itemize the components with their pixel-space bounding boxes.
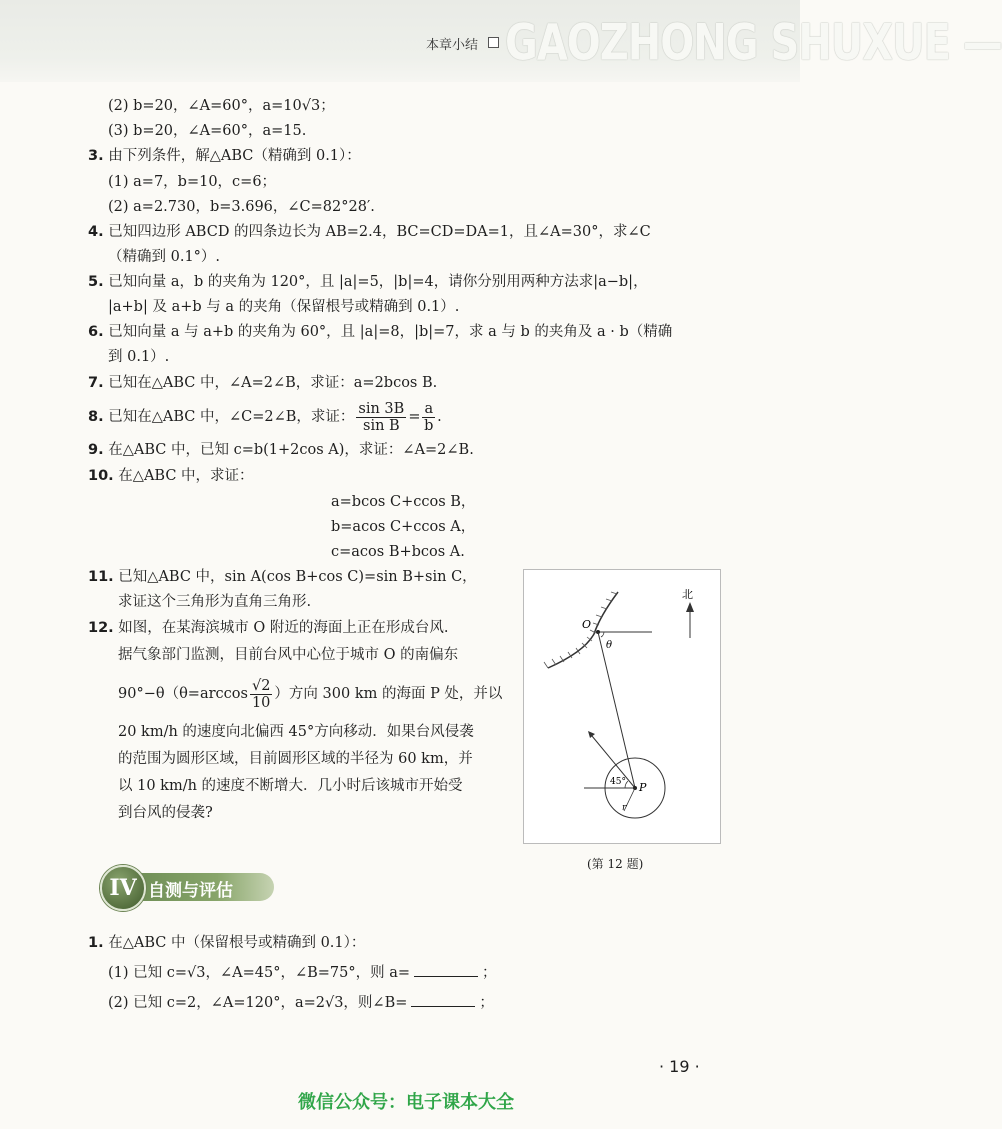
exercise-10 xyxy=(88,466,254,486)
exercise-text: 已知四边形 ABCD 的四条边长为 AB=2.4，BC=CD=DA=1，且∠A=30°，求∠C xyxy=(108,224,651,240)
exercise-3 xyxy=(88,146,361,166)
equation-2: b=acos C+ccos A， xyxy=(331,519,476,535)
radius-r-label: r xyxy=(622,803,627,813)
point-p-label: P xyxy=(639,781,647,794)
exercise-6 xyxy=(88,322,672,342)
coast-hatching xyxy=(544,592,617,668)
typhoon-diagram xyxy=(524,570,720,843)
exercise-number: 5. xyxy=(88,274,104,290)
exercise-text: 已知在△ABC 中，∠A=2∠B，求证：a=2bcos B. xyxy=(108,375,438,391)
exercise-8 xyxy=(88,400,442,434)
exercise-12-line3 xyxy=(118,676,502,712)
exercise-12-line5: 的范围为圆形区域，目前圆形区域的半径为 60 km，并 xyxy=(118,751,473,767)
exercise-4-cont: （精确到 0.1°）. xyxy=(108,249,221,265)
angle-45-label: 45° xyxy=(610,777,626,787)
exercise-text: 在△ABC 中，求证： xyxy=(118,468,254,484)
equation-3: c=acos B+bcos A. xyxy=(331,544,465,560)
exercise-number: 11. xyxy=(88,569,114,585)
exercise-12-line4: 20 km/h 的速度向北偏西 45°方向移动．如果台风侵袭 xyxy=(118,724,474,740)
exercise-text: 已知向量 a，b 的夹角为 120°，且 |a|=5，|b|=4，请你分别用两种方法求|a−b|， xyxy=(108,274,648,290)
roman-numeral-badge xyxy=(100,865,146,911)
exercise-text: 在△ABC 中，已知 c=b(1+2cos A)，求证：∠A=2∠B. xyxy=(108,442,474,458)
exercise-3-1: (1) a=7，b=10，c=6； xyxy=(108,174,277,190)
movement-arrow-icon xyxy=(588,731,595,738)
point-o-label: O xyxy=(582,618,592,631)
exercise-6-cont: 到 0.1）. xyxy=(108,349,170,365)
exercise-12 xyxy=(88,618,449,638)
header-square-icon xyxy=(488,37,499,48)
exercise-11 xyxy=(88,567,477,587)
quiz-1-2 xyxy=(108,992,494,1013)
exercise-11-cont: 求证这个三角形为直角三角形. xyxy=(118,594,312,610)
exercise-2-3: (3) b=20，∠A=60°，a=15. xyxy=(108,123,307,139)
fraction-numerator: √2 xyxy=(251,677,271,694)
typhoon-figure xyxy=(523,569,721,844)
quiz-1 xyxy=(88,933,365,953)
exercise-number: 3. xyxy=(88,148,104,164)
exercise-number: 4. xyxy=(88,224,104,240)
equation-1: a=bcos C+ccos B， xyxy=(331,494,476,510)
exercise-number: 7. xyxy=(88,375,104,391)
exercise-5-cont: |a+b| 及 a+b 与 a 的夹角（保留根号或精确到 0.1）. xyxy=(108,299,460,315)
exercise-12-line6: 以 10 km/h 的速度不断增大．几小时后该城市开始受 xyxy=(118,778,463,794)
roman-numeral: IV xyxy=(109,875,137,901)
quiz-number: 1. xyxy=(88,935,104,951)
semicolon: ； xyxy=(482,965,497,981)
page-header xyxy=(0,0,1002,82)
theta-arc xyxy=(601,632,604,637)
header-watermark: GAOZHONG SHUXUE — xyxy=(505,14,1002,72)
exercise-12-line2: 据气象部门监测，目前台风中心位于城市 O 的南偏东 xyxy=(118,647,459,663)
exercise-4 xyxy=(88,222,651,242)
answer-blank[interactable] xyxy=(411,992,475,1007)
north-label: 北 xyxy=(682,588,693,601)
quiz-text: (1) 已知 c=√3，∠A=45°，∠B=75°，则 a= xyxy=(108,965,411,981)
quiz-text: (2) 已知 c=2，∠A=120°，a=2√3，则∠B= xyxy=(108,995,408,1011)
theta-label: θ xyxy=(606,640,613,651)
period: . xyxy=(437,409,442,425)
footer-watermark: 微信公众号：电子课本大全 xyxy=(298,1092,514,1113)
exercise-9 xyxy=(88,440,474,460)
exercise-3-2: (2) a=2.730，b=3.696，∠C=82°28′. xyxy=(108,199,375,215)
exercise-text: 由下列条件，解△ABC（精确到 0.1）： xyxy=(108,148,361,164)
quiz-1-1 xyxy=(108,962,497,983)
quiz-text: 在△ABC 中（保留根号或精确到 0.1）： xyxy=(108,935,366,951)
fraction-denominator: sin B xyxy=(363,417,400,434)
north-arrow-icon xyxy=(686,602,694,612)
exercise-12-line7: 到台风的侵袭? xyxy=(118,805,213,821)
exercise-number: 12. xyxy=(88,620,114,636)
fraction-numerator: sin 3B xyxy=(358,400,405,417)
fraction-denominator: b xyxy=(424,417,434,434)
fraction-a-b xyxy=(422,401,435,434)
fraction-sin3b-sinb xyxy=(356,401,406,434)
fraction-numerator: a xyxy=(424,400,434,417)
exercise-text: 已知在△ABC 中，∠C=2∠B，求证： xyxy=(108,409,355,425)
exercise-text: 如图，在某海滨城市 O 附近的海面上正在形成台风. xyxy=(118,620,449,636)
text: ）方向 300 km 的海面 P 处，并以 xyxy=(274,686,503,702)
answer-blank[interactable] xyxy=(414,962,478,977)
figure-caption: (第 12 题) xyxy=(587,857,644,871)
page-number: · 19 · xyxy=(659,1057,700,1076)
fraction-denominator: 10 xyxy=(251,694,271,711)
exercise-text: 已知△ABC 中，sin A(cos B+cos C)=sin B+sin C， xyxy=(118,569,477,585)
equals-sign: = xyxy=(408,409,421,425)
exercise-number: 6. xyxy=(88,324,104,340)
exercise-5 xyxy=(88,272,648,292)
exercise-2-2: (2) b=20，∠A=60°，a=10√3； xyxy=(108,98,335,114)
exercise-number: 8. xyxy=(88,409,104,425)
exercise-number: 10. xyxy=(88,468,114,484)
exercise-number: 9. xyxy=(88,442,104,458)
semicolon: ； xyxy=(479,995,494,1011)
exercise-text: 已知向量 a 与 a+b 的夹角为 60°，且 |a|=8，|b|=7，求 a 与 b 的夹角及 a · b（精确 xyxy=(108,324,673,340)
header-title: 本章小结 xyxy=(426,38,479,53)
fraction-sqrt2-10 xyxy=(250,678,272,711)
exercise-7 xyxy=(88,373,437,393)
section-title: 自测与评估 xyxy=(148,881,233,901)
text: 90°−θ（θ=arccos xyxy=(118,686,248,702)
